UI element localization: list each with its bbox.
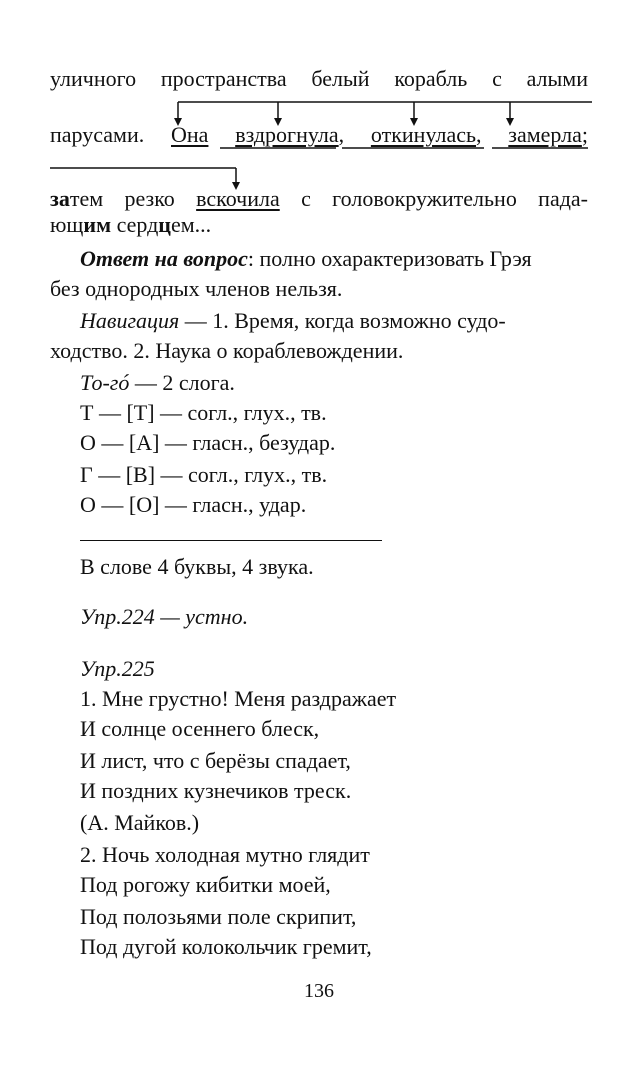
bold-fragment: ц [158,212,171,237]
text-fragment: ющ [50,212,84,237]
bold-fragment: им [83,212,112,237]
page-number: 136 [304,980,334,1002]
text-fragment: парусами. [50,122,145,147]
phonetic-row [80,430,335,456]
phonetic-row-text: О — [О] — гласн., удар. [80,492,307,517]
poem-attribution [80,810,199,836]
poem-line-text: Под дугой колокольчик гремит, [80,934,372,959]
text-line-1 [50,66,588,92]
phonetic-header [80,370,235,396]
poem-line [80,748,351,774]
navigation-definition: ходство. 2. Наука о кораблевождении. [50,338,404,363]
divider-rule [80,540,382,541]
phonetic-word: То-гó [80,370,130,395]
phonetic-row-text: Т — [Т] — согл., глух., тв. [80,400,327,425]
phonetic-row [80,492,306,518]
predicate-1: вздрогнула [235,122,339,147]
poem-line [80,842,370,868]
navigation-line-2 [50,338,403,364]
punctuation: , [338,122,345,147]
phonetic-row [80,462,327,488]
text-fragment: уличного пространства белый корабль с алыми [50,66,588,91]
answer-line-1 [80,246,532,272]
navigation-term: Навигация [80,308,180,333]
navigation-line-1 [80,308,506,334]
poem-line [80,686,396,712]
predicate-4: вскочила [196,186,280,211]
subject-word: Она [171,122,209,147]
phonetic-summary [80,554,314,580]
exercise-224-text: Упр.224 — устно. [80,604,249,629]
phonetic-row-text: Г — [В] — согл., глух., тв. [80,462,328,487]
text-line-2 [50,122,588,148]
poem-line [80,904,356,930]
text-line-4 [50,212,211,238]
answer-text: без однородных членов нельзя. [50,276,343,301]
text-fragment: с головокружительно пада- [301,186,588,211]
poem-line-text: Под рогожу кибитки моей, [80,872,331,897]
text-fragment: серд [111,212,159,237]
exercise-225-title [80,656,155,682]
poem-line-text: 1. Мне грустно! Меня раздражает [80,686,397,711]
answer-label: Ответ на вопрос [80,246,248,271]
poem-line [80,716,319,742]
bold-fragment: за [50,186,70,211]
exercise-224 [80,604,248,630]
poem-line-text: И лист, что с берёзы спадает, [80,748,351,773]
punctuation: ; [581,122,589,147]
punctuation: , [476,122,482,147]
poem-author: (А. Майков.) [80,810,200,835]
poem-line [80,778,351,804]
poem-line [80,934,372,960]
poem-line-text: Под полозьями поле скрипит, [80,904,357,929]
predicate-3: замерла [508,122,582,147]
poem-line-text: И солнце осеннего блеск, [80,716,320,741]
predicate-2: откинулась [370,122,477,147]
poem-line-text: И поздних кузнечиков треск. [80,778,352,803]
syllable-count: — 2 слога. [129,370,235,395]
poem-line-text: 2. Ночь холодная мутно глядит [80,842,370,867]
text-line-3 [50,186,588,212]
phonetic-row [80,400,327,426]
exercise-title: Упр.225 [80,656,155,681]
poem-line [80,872,331,898]
summary-text: В слове 4 буквы, 4 звука. [80,554,314,579]
phonetic-row-text: О — [А] — гласн., безудар. [80,430,336,455]
text-fragment: тем резко [69,186,175,211]
navigation-definition: — 1. Время, когда возможно судо- [179,308,506,333]
homogeneous-members-diagram [0,0,638,200]
answer-text: : полно охарактеризовать Грэя [247,246,532,271]
answer-line-2 [50,276,342,302]
text-fragment: ем... [170,212,212,237]
